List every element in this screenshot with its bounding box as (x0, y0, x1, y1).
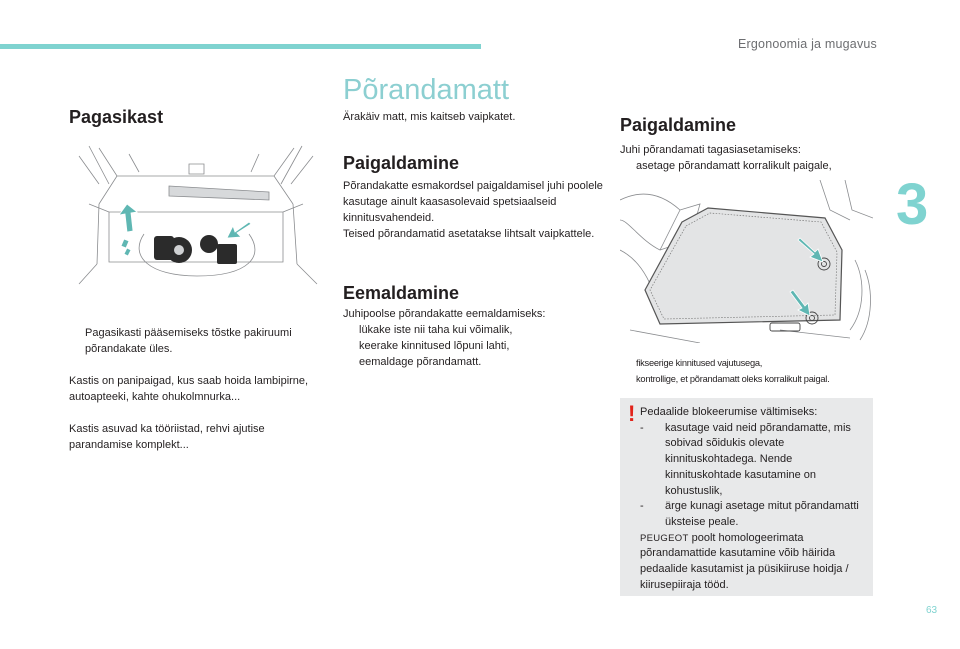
floor-mat-intro: Ärakäiv matt, mis kaitseb vaipkatet. (343, 111, 516, 123)
reinstall-step-text: fikseerige kinnitused vajutusega, (636, 358, 763, 368)
removal-step (343, 354, 605, 370)
trunk-para-1: Kastis on panipaigad, kus saab hoida lambipirne, autoapteeki, kahte ohukolmnurka... (69, 375, 309, 403)
warning-item-text: ärge kunagi asetage mitut põrandamatti üksteise peale. (665, 500, 859, 528)
bullet-symbol (69, 325, 85, 357)
removal-step (343, 338, 605, 354)
removal-step-text: eemaldage põrandamatt. (359, 356, 482, 368)
removal-step-text: lükake iste nii taha kui võimalik, (359, 324, 513, 336)
trunk-bullet (69, 325, 322, 357)
floor-mat-title: Põrandamatt (343, 74, 510, 106)
removal-heading: Eemaldamine (343, 283, 460, 303)
dash-symbol: - (640, 421, 644, 434)
installation-text-1: Põrandakatte esmakordsel paigaldamisel juhi poolele kasutage ainult kaasasolevaid spetsiaalseid kinnitusvahendeid. (343, 180, 603, 224)
warning-tail (640, 531, 868, 594)
trunk-bullet-text: Pagasikasti pääsemiseks tõstke pakiruumi põrandakate üles. (85, 327, 292, 355)
removal-step (343, 322, 605, 338)
floor-mat-drawing (620, 180, 873, 343)
installation-heading: Paigaldamine (343, 153, 460, 173)
warning-tail-text: poolt homologeerimata põrandamattide kasutamine võib häirida pedaalide kasutamist ja püsikiiruse hoidja / kiirusepiiraja tööd. (640, 531, 849, 591)
section-title: Ergonoomia ja mugavus (738, 37, 877, 51)
warning-exclamation-icon (628, 401, 638, 426)
bullet-symbol (343, 322, 359, 338)
reinstall-steps-small (620, 355, 880, 387)
warning-text (640, 405, 868, 593)
bullet-symbol (620, 371, 636, 387)
warning-item (640, 421, 868, 500)
warning-item-text: kasutage vaid neid põrandamatte, mis sobivad sõidukis olevate kinnituskohtadega. Nende kinnituskohtade kasutamine on kohustuslik, (665, 421, 851, 497)
reinstall-step (620, 371, 880, 387)
reinstall-step (620, 158, 880, 174)
warning-glyph: ! (628, 401, 636, 426)
trunk-illustration (69, 144, 322, 288)
trunk-drawing (69, 144, 322, 288)
bullet-symbol (620, 355, 636, 371)
installation-text (343, 178, 605, 242)
bullet-symbol (620, 158, 636, 174)
reinstall-heading: Paigaldamine (620, 115, 737, 135)
bullet-symbol (343, 354, 359, 370)
dash-symbol: - (640, 500, 644, 513)
page-number: 63 (926, 605, 938, 616)
reinstall-step-text: kontrollige, et põrandamatt oleks korralikult paigal. (636, 374, 830, 384)
reinstall-step (620, 355, 880, 371)
reinstall-step-text: asetage põrandamatt korralikult paigale, (636, 160, 832, 172)
bullet-symbol (343, 338, 359, 354)
floor-mat-illustration (620, 180, 873, 343)
reinstall-block (620, 142, 880, 174)
removal-intro: Juhipoolse põrandakatte eemaldamiseks: (343, 308, 546, 320)
header-accent-bar (0, 44, 481, 49)
warning-item (640, 499, 868, 530)
reinstall-intro: Juhi põrandamati tagasiasetamiseks: (620, 144, 801, 156)
trunk-box-heading: Pagasikast (69, 107, 164, 127)
trunk-para-2: Kastis asuvad ka tööriistad, rehvi ajutise parandamise komplekt... (69, 423, 265, 451)
brand-name: PEUGEOT (640, 532, 689, 544)
installation-text-2: Teised põrandamatid asetatakse lihtsalt vaipkattele. (343, 228, 595, 240)
warning-intro: Pedaalide blokeerumise vältimiseks: (640, 406, 818, 418)
removal-step-text: keerake kinnitused lõpuni lahti, (359, 340, 510, 352)
chapter-number: 3 (896, 172, 929, 237)
removal-block (343, 306, 605, 370)
